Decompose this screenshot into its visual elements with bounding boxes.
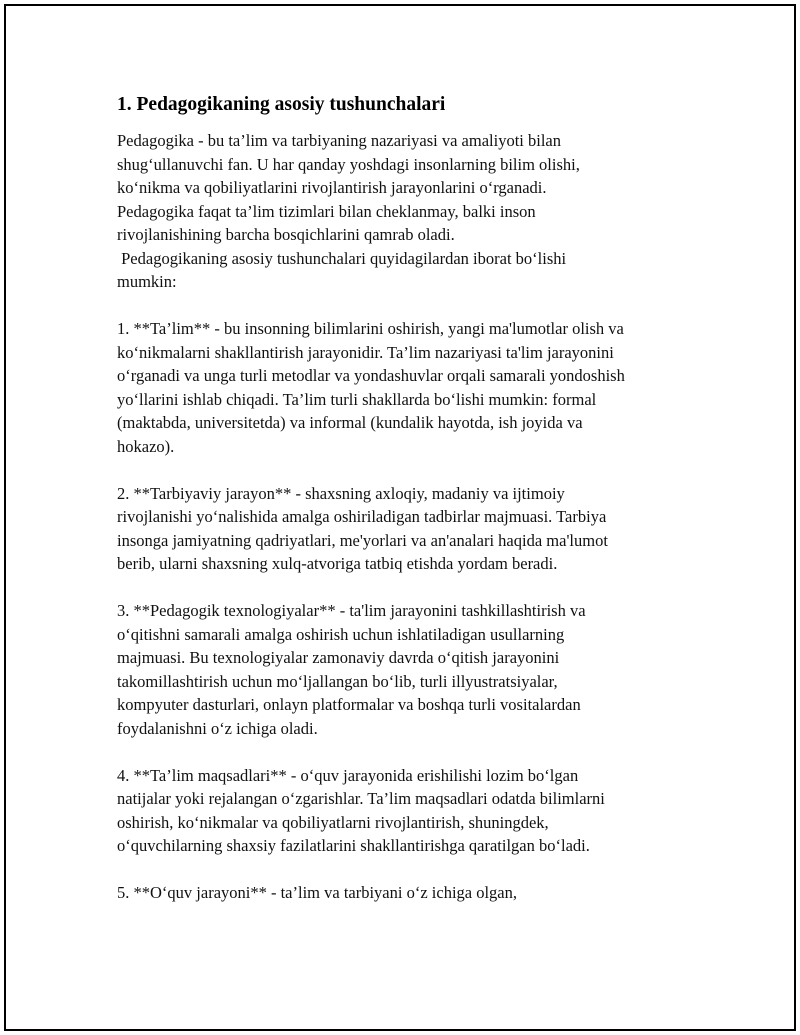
text-line: 3. **Pedagogik texnologiyalar** - ta'lim jarayonini tashkillashtirish va: [117, 601, 586, 620]
text-line: majmuasi. Bu texnologiyalar zamonaviy davrda o‘qitish jarayonini: [117, 648, 560, 667]
list-item-4: [117, 764, 717, 858]
text-line: rivojlanishining barcha bosqichlarini qamrab oladi.: [117, 225, 455, 244]
text-line: kompyuter dasturlari, onlayn platformalar va boshqa turli vositalardan: [117, 695, 581, 714]
section-heading: 1. Pedagogikaning asosiy tushunchalari: [117, 94, 446, 115]
text-line: 1. **Ta’lim** - bu insonning bilimlarini oshirish, yangi ma'lumotlar olish va: [117, 319, 624, 338]
text-line: shug‘ullanuvchi fan. U har qanday yoshdagi insonlarning bilim olishi,: [117, 154, 580, 174]
text-line: berib, ularni shaxsning xulq-atvoriga tatbiq etishda yordam beradi.: [117, 554, 558, 573]
intro-list-lead: [117, 247, 717, 294]
text-line: mumkin:: [117, 272, 177, 291]
text-line: foydalanishni o‘z ichiga oladi.: [117, 718, 318, 738]
text-line: Pedagogikaning asosiy tushunchalari quyidagilardan iborat bo‘lishi: [117, 248, 567, 268]
list-item-3: [117, 599, 717, 740]
text-line: ko‘nikmalarni shakllantirish jarayonidir. Ta’lim nazariyasi ta'lim jarayonini: [117, 342, 614, 362]
text-line: insonga jamiyatning qadriyatlari, me'yorlari va an'analari haqida ma'lumot: [117, 530, 608, 550]
list-item-1: [117, 317, 717, 458]
intro-paragraph: [117, 129, 717, 247]
text-line: natijalar yoki rejalangan o‘zgarishlar. Ta’lim maqsadlari odatda bilimlarni: [117, 789, 605, 808]
text-line: takomillashtirish uchun mo‘ljallangan bo‘lib, turli illyustratsiyalar,: [117, 671, 558, 691]
text-line: o‘quvchilarning shaxsiy fazilatlarini shakllantirishga qaratilgan bo‘ladi.: [117, 836, 590, 855]
text-line: 4. **Ta’lim maqsadlari** - o‘quv jarayonida erishilishi lozim bo‘lgan: [117, 765, 579, 785]
text-line: (maktabda, universitetda) va informal (kundalik hayotda, ish joyida va: [117, 413, 583, 432]
text-line: Pedagogika - bu ta’lim va tarbiyaning nazariyasi va amaliyoti bilan: [117, 131, 561, 150]
text-line: yo‘llarini ishlab chiqadi. Ta’lim turli shakllarda bo‘lishi mumkin: formal: [117, 389, 597, 409]
text-line: ko‘nikma va qobiliyatlarini rivojlantirish jarayonlarini o‘rganadi.: [117, 178, 547, 197]
list-item-5: [117, 881, 717, 905]
text-line: oshirish, ko‘nikmalar va qobiliyatlarni rivojlantirish, shuningdek,: [117, 812, 549, 832]
list-item-2: [117, 482, 717, 576]
text-line: Pedagogika faqat ta’lim tizimlari bilan cheklanmay, balki inson: [117, 201, 536, 221]
text-line: o‘rganadi va unga turli metodlar va yondashuvlar orqali samarali yondoshish: [117, 366, 625, 385]
text-line: 5. **O‘quv jarayoni** - ta’lim va tarbiyani o‘z ichiga olgan,: [117, 883, 518, 902]
text-line: 2. **Tarbiyaviy jarayon** - shaxsning axloqiy, madaniy va ijtimoiy: [117, 483, 565, 503]
document-body: [117, 93, 717, 905]
text-line: hokazo).: [117, 436, 175, 456]
text-line: o‘qitishni samarali amalga oshirish uchun ishlatiladigan usullarning: [117, 624, 565, 644]
text-line: rivojlanishi yo‘nalishida amalga oshiriladigan tadbirlar majmuasi. Tarbiya: [117, 507, 607, 526]
